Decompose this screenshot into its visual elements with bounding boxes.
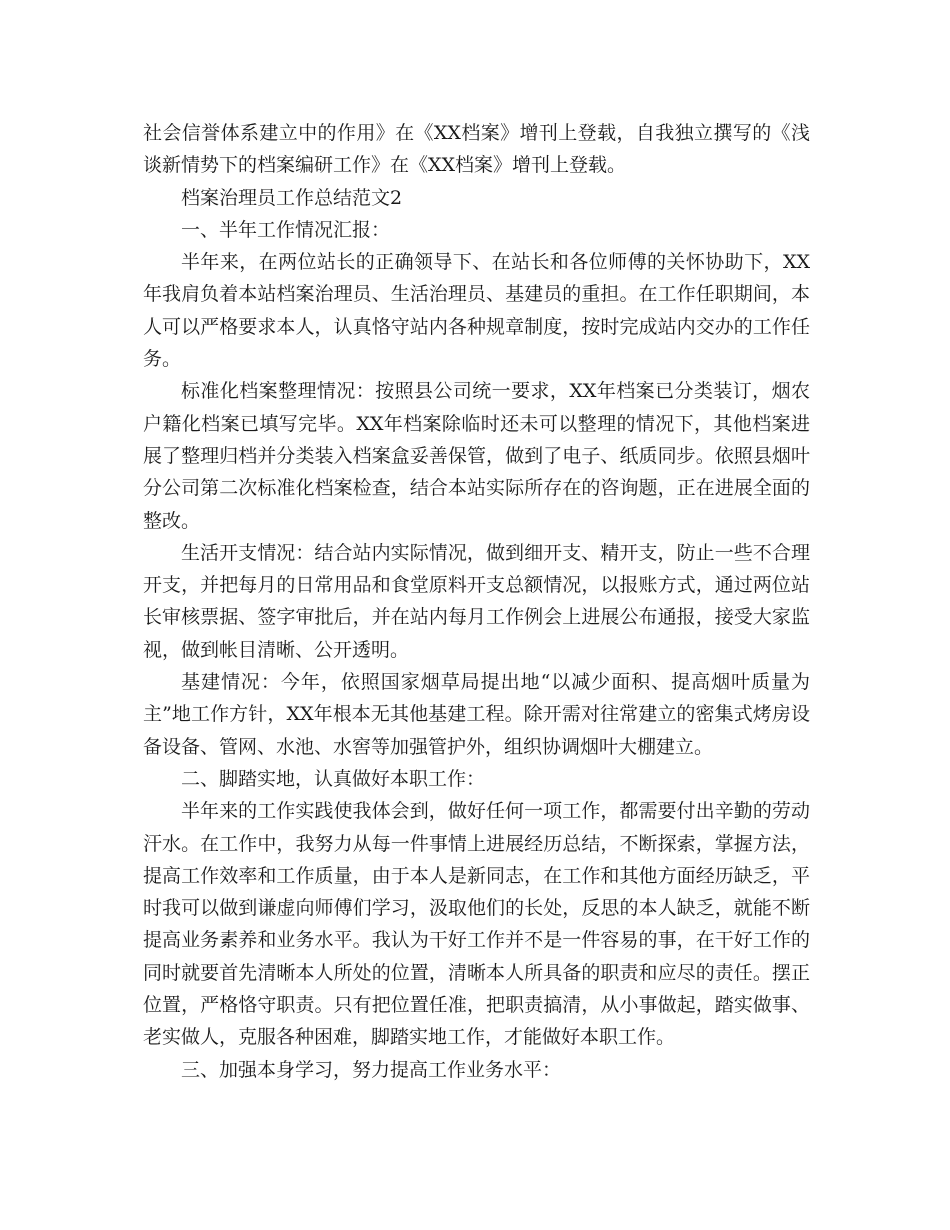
paragraph-continuation: 社会信誉体系建立中的作用》在《XX档案》增刊上登载，自我独立撰写的《浅谈新情势下的档案编研工作》在《XX档案》增刊上登载。 (143, 122, 810, 177)
paragraph-archive: 标准化档案整理情况：按照县公司统一要求，XX年档案已分类装订，烟农户籍化档案已填写完毕。XX年档案除临时还未可以整理的情况下，其他档案进展了整理归档并分类装入档案盒妥善保管，做到了电子、纸质同步。依照县烟叶分公司第二次标准化档案检查，结合本站实际所存在的咨询题，正在进展全面的整改。 (143, 380, 810, 532)
heading-1: 一、半年工作情况汇报： (181, 218, 391, 241)
paragraph-overview: 半年来，在两位站长的正确领导下、在站长和各位师傅的关怀协助下，XX年我肩负着本站档案治理员、生活治理员、基建员的重担。在工作任职期间，本人可以严格要求本人，认真恪守站内各种规章制度，按时完成站内交办的工作任务。 (143, 251, 810, 371)
section-title: 档案治理员工作总结范文2 (181, 186, 403, 209)
heading-2: 二、脚踏实地，认真做好本职工作： (181, 767, 486, 790)
paragraph-expenses: 生活开支情况：结合站内实际情况，做到细开支、精开支，防止一些不合理开支，并把每月的日常用品和食堂原料开支总额情况，以报账方式，通过两位站长审核票据、签字审批后，并在站内每月工作例会上进展公布通报，接受大家监视，做到帐目清晰、公开透明。 (143, 541, 810, 661)
paragraph-construction: 基建情况：今年，依照国家烟草局提出地“以减少面积、提高烟叶质量为主”地工作方针，XX年根本无其他基建工程。除开需对往常建立的密集式烤房设备设备、管网、水池、水窖等加强管护外，组织协调烟叶大棚建立。 (143, 671, 810, 758)
heading-3: 三、加强本身学习，努力提高工作业务水平： (181, 1058, 562, 1081)
paragraph-practice: 半年来的工作实践使我体会到，做好任何一项工作，都需要付出辛勤的劳动汗水。在工作中，我努力从每一件事情上进展经历总结，不断探索，掌握方法，提高工作效率和工作质量，由于本人是新同志，在工作和其他方面经历缺乏，平时我可以做到谦虚向师傅们学习，汲取他们的长处，反思的本人缺乏，就能不断提高业务素养和业务水平。我认为干好工作并不是一件容易的事，在干好工作的同时就要首先清晰本人所处的位置，清晰本人所具备的职责和应尽的责任。摆正位置，严格恪守职责。只有把位置任准，把职责搞清，从小事做起，踏实做事、老实做人，克服各种困难，脚踏实地工作，才能做好本职工作。 (143, 800, 810, 1049)
